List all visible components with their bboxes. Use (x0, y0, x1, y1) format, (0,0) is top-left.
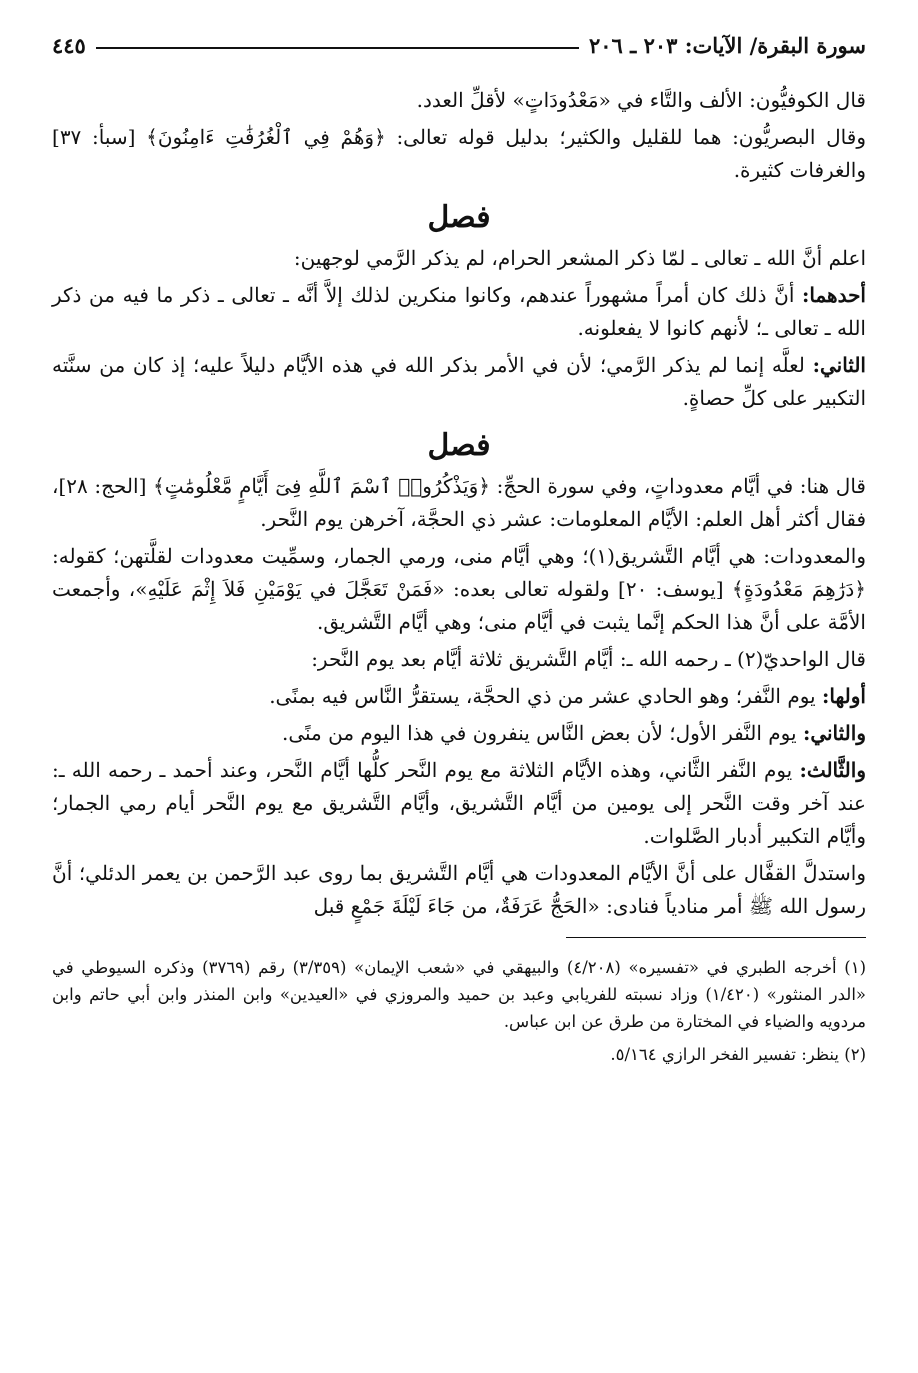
paragraph-text: قال هنا: في أيَّام معدوداتٍ، وفي سورة الحجِّ: ﴿وَيَذْكُرُوا۟ ٱسْمَ ٱللَّهِ فِىٓ أَيَّامٍ مَّعْلُومَٰتٍ﴾ [الحج: ٢٨]، فقال أكثر أهل العلم: الأيَّام المعلومات: عشر ذي الحجَّة، آخرهن يوم النَّحر. (52, 474, 866, 531)
footnote-separator (566, 937, 866, 938)
running-title: سورة البقرة/ الآيات: ٢٠٣ ـ ٢٠٦ (588, 33, 866, 58)
paragraph-text: يوم النَّفر الأول؛ لأن بعض النَّاس ينفرون في هذا اليوم من منًى. (281, 721, 803, 745)
paragraph-text: قال الكوفيُّون: الألف والتَّاء في «مَعْدُودَاتٍ» لأقلِّ العدد. (416, 88, 866, 112)
paragraph (52, 242, 866, 275)
paragraph-text: والمعدودات: هي أيَّام التَّشريق(١)؛ وهي أيَّام منى، ورمي الجمار، وسمِّيت معدودات لقلَّتهن؛ كقوله: ﴿دَرَٰهِمَ مَعْدُودَةٍ﴾ [يوسف: ٢٠] ولقوله تعالى بعده: «فَمَنْ تَعَجَّلَ في يَوْمَيْنِ فَلاَ إِثْمَ عَلَيْهِ»، وأجمعت الأمَّة على أنَّ هذا الحكم إنَّما يثبت في أيَّام منى؛ وهي أيَّام التَّشريق. (52, 544, 866, 634)
paragraph-text: يوم النَّفر الثَّاني، وهذه الأيَّام الثلاثة مع يوم النَّحر كلُّها أيَّام النَّحر، وعند أحمد ـ رحمه الله ـ: عند آخر وقت النَّحر إلى يومين من أيَّام التَّشريق، وأيَّام التَّشريق مع يوم النَّحر أيام رمي الجمار؛ وأيَّام التكبير أدبار الصَّلوات. (52, 758, 866, 848)
paragraph (52, 754, 866, 853)
paragraph-lead: الثاني: (812, 353, 866, 377)
header-rule (96, 47, 579, 49)
paragraph-lead: أولها: (821, 684, 866, 708)
paragraph-lead: والثَّالث: (799, 758, 866, 782)
footnote: (١) أخرجه الطبري في «تفسيره» (٤/٢٠٨) والبيهقي في «شعب الإيمان» (٣/٣٥٩) رقم (٣٧٦٩) وذكره السيوطي في «الدر المنثور» (١/٤٢٠) وزاد نسبته للفريابي وعبد بن حميد والمروزي في «العيدين» وابن المنذر وابن أبي حاتم وابن مردويه والضياء في المختارة من طرق عن ابن عباس. (52, 958, 866, 1031)
paragraph (52, 540, 866, 639)
paragraph-text: وقال البصريُّون: هما للقليل والكثير؛ بدليل قوله تعالى: ﴿وَهُمْ فِي ٱلْغُرُفَٰتِ ءَامِنُونَ﴾ [سبأ: ٣٧] والغرفات كثيرة. (52, 125, 866, 182)
paragraph (52, 121, 866, 187)
page-number: ٤٤٥ (52, 33, 86, 58)
paragraph-text: يوم النَّفر؛ وهو الحادي عشر من ذي الحجَّة، يستقرُّ النَّاس فيه بمنًى. (269, 684, 822, 708)
paragraph (52, 470, 866, 536)
paragraph (52, 680, 866, 713)
paragraph (52, 84, 866, 117)
footnotes (52, 954, 866, 1068)
paragraph-text: لعلَّه إنما لم يذكر الرَّمي؛ لأن في الأمر بذكر الله في هذه الأيَّام دليلاً عليه؛ إذ كان من سنَّته التكبير على كلِّ حصاةٍ. (52, 353, 866, 410)
page-header (52, 22, 866, 58)
paragraph-lead: والثاني: (802, 721, 866, 745)
paragraph (52, 349, 866, 415)
paragraph (52, 717, 866, 750)
main-text (52, 84, 866, 923)
paragraph-lead: أحدهما: (801, 283, 866, 307)
paragraph-text: واستدلَّ القفَّال على أنَّ الأيَّام المعدودات هي أيَّام التَّشريق بما روى عبد الرَّحمن بن يعمر الدئلي؛ أنَّ رسول الله ﷺ أمر منادياً فنادى: «الحَجُّ عَرَفَةٌ، من جَاءَ لَيْلَةَ جَمْعٍ قبل (52, 861, 866, 918)
section-heading: فصل (427, 200, 491, 235)
paragraph-text: قال الواحديّ(٢) ـ رحمه الله ـ: أيَّام التَّشريق ثلاثة أيَّام بعد يوم النَّحر: (311, 647, 866, 671)
paragraph (52, 643, 866, 676)
footnote: (٢) ينظر: تفسير الفخر الرازي ٥/١٦٤. (610, 1045, 866, 1064)
paragraph (52, 279, 866, 345)
paragraph (52, 857, 866, 923)
paragraph-text: اعلم أنَّ الله ـ تعالى ـ لمّا ذكر المشعر الحرام، لم يذكر الرَّمي لوجهين: (293, 246, 866, 270)
section-heading: فصل (427, 428, 491, 463)
paragraph-text: أنَّ ذلك كان أمراً مشهوراً عندهم، وكانوا منكرين لذلك إلاَّ أنَّه ـ تعالى ـ ذكر ما فيه من ذكر الله ـ تعالى ـ؛ لأنهم كانوا لا يفعلونه. (52, 283, 866, 340)
